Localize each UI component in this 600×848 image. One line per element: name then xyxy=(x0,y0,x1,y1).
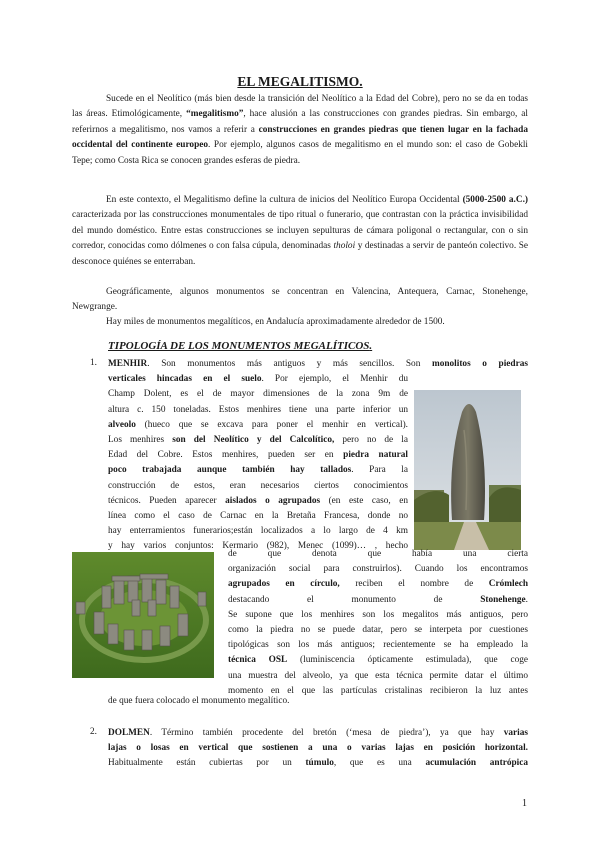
menhir-first-line xyxy=(108,357,528,372)
bold-term: “megalitismo” xyxy=(186,109,244,120)
bold-term: agrupados en círculo, xyxy=(228,579,340,590)
text-line xyxy=(108,756,528,771)
text-run: . Por ejemplo, algunos casos de megalitismo en el mundo son: el caso de Gobekli Tepe; como Costa Rica se conocen grandes esferas de piedra. xyxy=(72,140,529,166)
text-run: y destinadas a servir de panteón colectivo. Se desconoce quiénes se enterraban. xyxy=(72,241,528,267)
text-run: hay enterramientos funerarios;están localizados a lo largo de 4 km xyxy=(108,526,408,537)
text-line xyxy=(228,593,528,608)
text-run: Geográficamente, algunos monumentos se concentran en Valencina, Antequera, Carnac, Stonehenge, Newgrange. xyxy=(72,287,528,313)
text-line xyxy=(228,577,528,592)
italic-term: tholoi xyxy=(333,241,356,252)
text-run: Se supone que los menhires son los megalitos más antiguos, pero xyxy=(228,609,528,620)
text-run: de que denota que había una cierta xyxy=(228,549,528,559)
paragraph-intro xyxy=(72,92,528,169)
text-line xyxy=(228,669,528,684)
text-run: reciben el nombre de xyxy=(339,579,489,590)
text-run: caracterizada por las construcciones monumentales de tipo ritual o funerario, que contrastan con la práctica invisibilidad del mundo doméstico. Entre estas construcciones se incluyen sepulturas de cámara poligonal o rectangular, con o sin corredor, conocidas como dólmenes o con falsa cúpula, denominadas xyxy=(72,210,528,252)
text-run: una muestra del alveolo, ya que esta técnica permite datar el último xyxy=(228,670,528,681)
text-line xyxy=(228,547,528,562)
text-run: técnicos. Pueden aparecer xyxy=(108,495,226,506)
text-run: línea como el caso de Carnac en la Bretaña Francesa, donde no xyxy=(108,511,408,522)
text-line xyxy=(108,741,528,756)
text-run: construcción de estos, eran necesarios ciertos conocimientos xyxy=(108,480,408,491)
paragraph-count xyxy=(72,315,528,330)
text-run: (hueco que se excava para poner el menhir en vertical). xyxy=(135,419,408,430)
bold-term: alveolo xyxy=(108,419,136,430)
list-number: 1. xyxy=(90,358,97,368)
text-line xyxy=(228,608,528,623)
page-number: 1 xyxy=(522,798,527,809)
bold-term: monolitos o piedras xyxy=(431,359,528,369)
bold-term: lajas o losas en vertical que sostienen a una o varias lajas en posición horizontal. xyxy=(108,743,528,754)
section-subtitle: TIPOLOGÍA DE LOS MONUMENTOS MEGALÍTICOS. xyxy=(108,340,373,352)
bold-term: (5000-2500 a.C.) xyxy=(462,195,529,205)
text-run: En este contexto, el Megalitismo define la cultura de inicios del Neolítico Europa Occidental xyxy=(106,195,463,205)
text-line xyxy=(108,418,408,433)
paragraph-geography xyxy=(72,285,528,316)
menhir-last-line xyxy=(108,694,528,709)
text-run: destacando el monumento de xyxy=(228,594,481,605)
text-line xyxy=(108,463,408,478)
text-run: (luminiscencia ópticamente estimulada), que coge xyxy=(287,655,528,666)
bold-term: piedra natural xyxy=(343,450,409,461)
bold-term: técnica OSL xyxy=(228,655,288,666)
bold-term: acumulación antrópica xyxy=(425,758,528,769)
text-run: altura c. 150 toneladas. Estos menhires tiene una parte inferior un xyxy=(108,404,408,415)
menhir-side-text xyxy=(228,547,528,699)
text-line xyxy=(108,479,408,494)
text-run: . Término también procedente del bretón (‘mesa de piedra’), ya que hay xyxy=(149,728,504,738)
text-run: . Por ejemplo, el Menhir du xyxy=(261,374,408,385)
list-number: 2. xyxy=(90,727,97,737)
text-run: Edad del Cobre. Estos menhires, pueden ser en xyxy=(108,450,344,461)
text-run: Champ Dolent, es el de mayor dimensiones de la zona 9m de xyxy=(108,389,408,400)
text-line xyxy=(108,357,528,372)
text-run: (en este caso, en xyxy=(320,495,408,506)
bold-term: construcciones en grandes piedras que tienen lugar en la fachada occidental del continente europeo xyxy=(72,124,528,151)
page-title: EL MEGALITISMO. xyxy=(237,74,363,89)
text-run: Sucede en el Neolítico (más bien desde la transición del Neolítico a la Edad del Cobre), pero no se da en todas las áreas. Etimológicamente, xyxy=(72,94,528,120)
text-line xyxy=(228,653,528,668)
bold-term: varias xyxy=(503,728,528,738)
bold-term: verticales hincadas en el suelo xyxy=(108,374,262,385)
paragraph-context xyxy=(72,193,528,270)
bold-term: son del Neolítico y del Calcolítico, xyxy=(172,435,335,445)
menhir-term: MENHIR xyxy=(108,359,148,369)
dolmen-term: DOLMEN xyxy=(108,728,150,738)
text-line xyxy=(228,623,528,638)
text-line xyxy=(108,403,408,418)
text-line xyxy=(108,372,408,387)
text-line xyxy=(108,726,528,741)
text-run: Los menhires xyxy=(108,435,173,445)
bold-term: Stonehenge xyxy=(480,594,526,605)
text-run: . Para la xyxy=(351,465,408,476)
text-run: momento en el que las partículas cristalinas recibieron la luz antes xyxy=(228,685,528,696)
bold-term: aislados o agrupados xyxy=(225,495,321,506)
text-line xyxy=(108,448,408,463)
text-line xyxy=(228,562,528,577)
text-run: y hay varios conjuntos: Kermario (982), Menec (1099)… , hecho xyxy=(108,541,408,552)
subtitle-text: TIPOLOGÍA DE LOS MONUMENTOS MEGALÍTICOS xyxy=(108,340,370,352)
text-run: Hay miles de monumentos megalíticos, en Andalucía aproximadamente alrededor de 1500. xyxy=(106,317,445,327)
menhir-text-block xyxy=(108,357,408,555)
text-run: pero no de la xyxy=(334,435,408,445)
text-run: de que fuera colocado el monumento megalítico. xyxy=(108,696,290,706)
text-line xyxy=(108,524,408,539)
text-run: , que es una xyxy=(333,758,426,769)
text-run: . Son monumentos más antiguos y más sencillos. Son xyxy=(147,359,432,369)
bold-term: túmulo xyxy=(305,758,334,769)
text-run: tipológicas son los más antiguos; recientemente se ha empleado la xyxy=(228,640,528,651)
menhir-photo xyxy=(414,390,521,550)
text-line xyxy=(108,509,408,524)
text-run: organización social para construirlos). Cuando los encontramos xyxy=(228,564,528,575)
stonehenge-photo xyxy=(72,552,214,678)
text-run: Habitualmente están cubiertas por un xyxy=(108,758,306,769)
bold-term: poco trabajada aunque también hay tallados xyxy=(108,465,352,476)
bold-term: Crómlech xyxy=(488,579,528,590)
text-run: , hace alusión a las construcciones con grandes piedras. Sin embargo, al referirnos a megalitismo, nos vamos a referir a xyxy=(72,109,528,135)
text-run: como la piedra no se puede datar, pero se interpeta por cuestiones xyxy=(228,625,528,636)
text-line xyxy=(228,638,528,653)
text-line xyxy=(108,494,408,509)
text-line xyxy=(108,387,408,402)
dolmen-text-block xyxy=(108,726,528,772)
text-line xyxy=(108,433,408,448)
text-run: . xyxy=(525,594,528,605)
